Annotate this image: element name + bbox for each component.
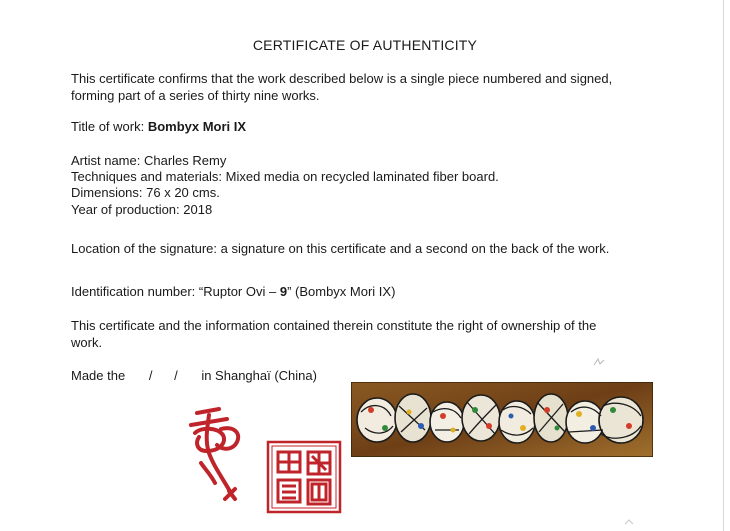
seal-stamp (266, 440, 342, 514)
id-number: 9 (279, 284, 288, 299)
page-edge (723, 0, 724, 531)
title-of-work-label: Title of work: (71, 119, 148, 134)
id-label: Identification number: “Ruptor Ovi – (71, 284, 280, 299)
date-slash-1: / (148, 368, 153, 383)
made-place: in Shanghaï (China) (201, 368, 317, 383)
corner-mark (592, 356, 606, 368)
intro-line-2: forming part of a series of thirty nine works. (71, 88, 320, 103)
artwork-image (351, 382, 653, 457)
signature-mark (183, 405, 253, 505)
dimensions: Dimensions: 76 x 20 cms. (71, 185, 220, 200)
made-the-label: Made the (71, 368, 126, 383)
year-of-production: Year of production: 2018 (71, 202, 213, 217)
techniques-materials: Techniques and materials: Mixed media on recycled laminated fiber board. (71, 169, 499, 184)
date-slash-2: / (174, 368, 178, 383)
made-line (71, 367, 317, 384)
ownership-line-2: work. (71, 335, 103, 350)
corner-mark-bottom (624, 518, 634, 526)
title-of-work (71, 118, 246, 135)
intro-line-1: This certificate confirms that the work described below is a single piece numbered and signed, (71, 71, 613, 86)
artist-name: Artist name: Charles Remy (71, 153, 227, 168)
identification-number (71, 283, 395, 300)
ownership-line-1: This certificate and the information contained therein constitute the right of ownership of the (71, 318, 597, 333)
title-of-work-value: Bombyx Mori IX (147, 119, 247, 134)
certificate-title: CERTIFICATE OF AUTHENTICITY (252, 37, 478, 53)
signature-location: Location of the signature: a signature on this certificate and a second on the back of the work. (71, 241, 610, 256)
id-rest: ” (Bombyx Mori IX) (287, 284, 396, 299)
